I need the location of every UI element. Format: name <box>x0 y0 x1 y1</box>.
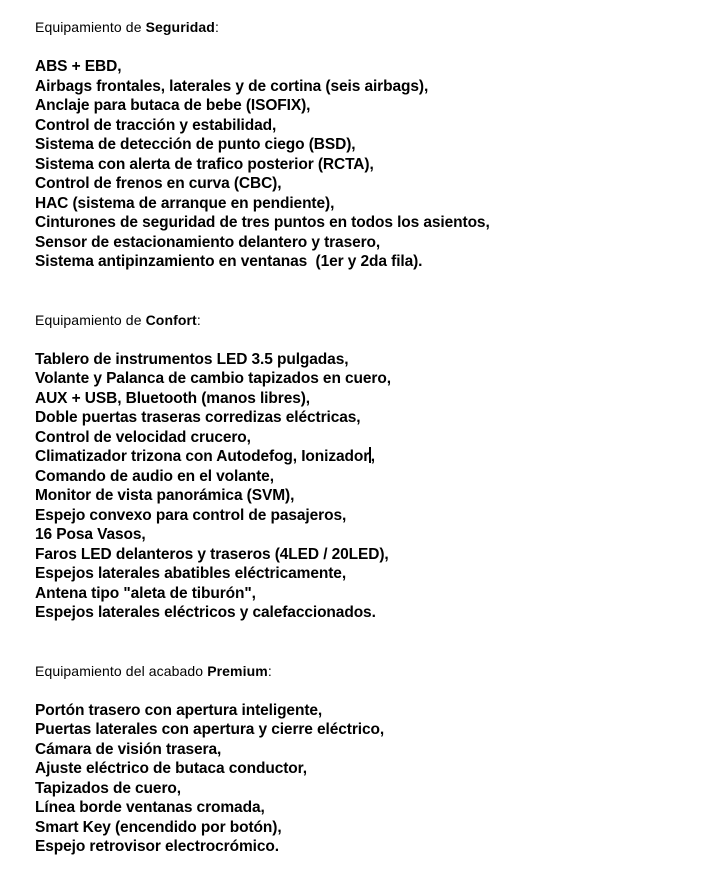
equipment-section <box>35 311 700 623</box>
list-item[interactable]: Cámara de visión trasera, <box>35 740 222 758</box>
heading-term: Premium <box>207 662 268 679</box>
heading-prefix: Equipamiento de <box>35 311 146 328</box>
list-item[interactable]: Smart Key (encendido por botón), <box>35 818 282 836</box>
equipment-section <box>35 662 700 857</box>
equipment-section <box>35 18 700 272</box>
list-item[interactable]: Anclaje para butaca de bebe (ISOFIX), <box>35 97 311 114</box>
list-item[interactable]: Tapizados de cuero, <box>35 779 181 797</box>
list-item[interactable]: Portón trasero con apertura inteligente, <box>35 701 323 719</box>
section-heading[interactable] <box>35 311 700 331</box>
list-item[interactable]: Faros LED delanteros y traseros (4LED / 20LED), <box>35 545 389 563</box>
heading-term: Confort <box>145 311 197 328</box>
list-item[interactable]: Volante y Palanca de cambio tapizados en cuero, <box>35 370 391 387</box>
list-item[interactable]: Comando de audio en el volante, <box>35 467 274 485</box>
list-item[interactable]: Ajuste eléctrico de butaca conductor, <box>35 760 307 777</box>
sections-container <box>35 18 700 857</box>
list-item[interactable]: Sistema antipinzamiento en ventanas (1er y 2da fila). <box>35 253 423 270</box>
list-item[interactable]: AUX + USB, Bluetooth (manos libres), <box>35 389 310 407</box>
list-item[interactable]: Línea borde ventanas cromada, <box>35 799 265 816</box>
list-item[interactable]: Monitor de vista panorámica (SVM), <box>35 487 295 504</box>
list-item[interactable]: Tablero de instrumentos LED 3.5 pulgadas, <box>35 350 349 368</box>
list-item[interactable]: Espejos laterales abatibles eléctricamente, <box>35 565 347 582</box>
list-item[interactable]: 16 Posa Vasos, <box>35 526 146 543</box>
list-item[interactable]: Espejos laterales eléctricos y calefaccionados. <box>35 604 376 621</box>
section-heading[interactable] <box>35 662 700 682</box>
list-item[interactable]: Airbags frontales, laterales y de cortina (seis airbags), <box>35 77 429 95</box>
list-item[interactable]: HAC (sistema de arranque en pendiente), <box>35 194 335 212</box>
heading-suffix: : <box>267 662 272 679</box>
list-item[interactable]: Puertas laterales con apertura y cierre eléctrico, <box>35 721 385 738</box>
heading-prefix: Equipamiento del acabado <box>35 662 208 679</box>
list-item[interactable]: Sensor de estacionamiento delantero y trasero, <box>35 233 381 251</box>
list-item[interactable]: Control de frenos en curva (CBC), <box>35 175 282 192</box>
list-item[interactable]: ABS + EBD, <box>35 58 122 75</box>
heading-suffix: : <box>214 19 219 35</box>
list-item[interactable]: Cinturones de seguridad de tres puntos en todos los asientos, <box>35 214 490 231</box>
list-item[interactable]: Antena tipo "aleta de tiburón", <box>35 584 256 602</box>
text-cursor <box>369 447 371 463</box>
list-item[interactable]: Sistema de detección de punto ciego (BSD), <box>35 136 356 153</box>
list-item[interactable]: Control de tracción y estabilidad, <box>35 116 277 134</box>
section-heading[interactable] <box>35 18 700 38</box>
list-item[interactable]: Espejo retrovisor electrocrómico. <box>35 838 279 855</box>
list-item[interactable]: Control de velocidad crucero, <box>35 428 251 446</box>
heading-term: Seguridad <box>145 19 215 35</box>
list-item[interactable]: Doble puertas traseras corredizas eléctricas, <box>35 409 361 426</box>
list-item[interactable]: Espejo convexo para control de pasajeros, <box>35 506 347 524</box>
heading-prefix: Equipamiento de <box>35 19 146 35</box>
list-item[interactable]: Climatizador trizona con Autodefog, Ionizador, <box>35 448 375 465</box>
heading-suffix: : <box>196 311 201 328</box>
list-item[interactable]: Sistema con alerta de trafico posterior (RCTA), <box>35 155 374 173</box>
